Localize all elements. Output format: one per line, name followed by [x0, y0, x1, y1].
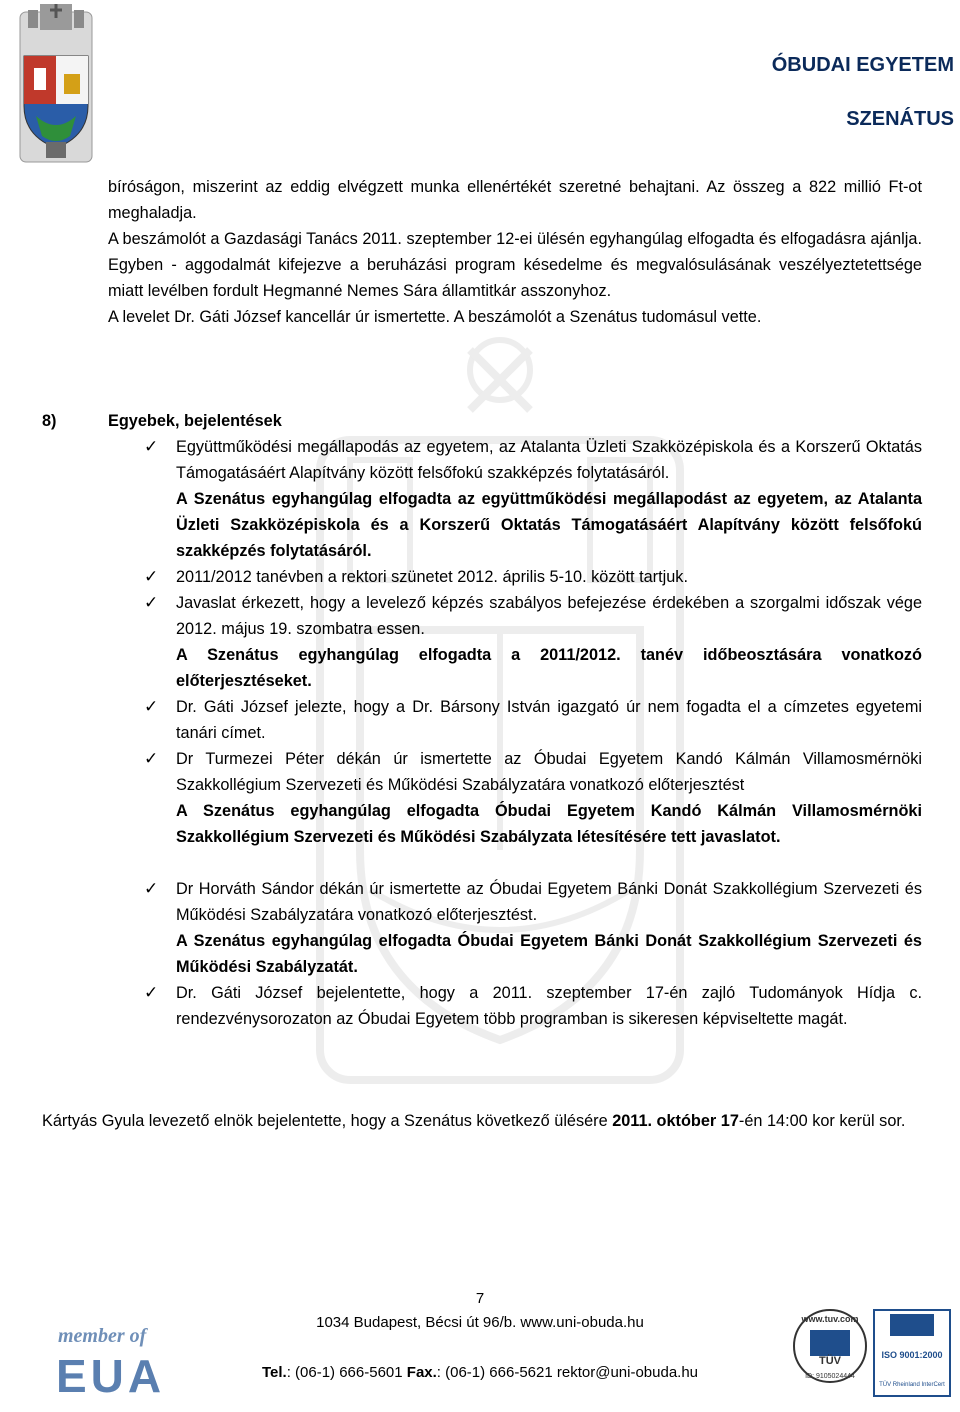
item-text: 2011/2012 tanévben a rektori szünetet 2012. április 5-10. között tartjuk.: [176, 568, 688, 586]
list-item: [176, 746, 922, 850]
tuv-badge-logo: [790, 1296, 870, 1398]
tuv-text: TÜV: [819, 1355, 841, 1367]
header-university-name: ÓBUDAI EGYETEM: [771, 54, 954, 76]
item-text: Dr Turmezei Péter dékán úr ismertette az Óbudai Egyetem Kandó Kálmán Villamosmérnöki Szakkollégium Szervezeti és Működési Szabályzatára vonatkozó előterjesztést: [176, 750, 922, 794]
university-crest-logo: [6, 4, 106, 170]
list-item: [176, 564, 922, 590]
closing-statement: [42, 1108, 922, 1134]
list-item: [176, 434, 922, 564]
item-text: Dr. Gáti József bejelentette, hogy a 2011. szeptember 17-én zajló Tudományok Hídja c. rendezvénysorozaton az Óbudai Egyetem több programban is sikeresen képviseltette magát.: [176, 984, 922, 1028]
item-decision: A Szenátus egyhangúlag elfogadta a 2011/2012. tanév időbeosztására vonatkozó előterjesztéseket.: [176, 646, 922, 690]
section-number: 8): [42, 412, 57, 430]
item-decision: A Szenátus egyhangúlag elfogadta az együttműködési megállapodást az egyetem, az Atalanta Üzleti Szakközépiskola és a Korszerű Oktatás Támogatásáért Alapítvány között felsőfokú szakképzés folytatásáról.: [176, 490, 922, 560]
checkmark-icon: ✓: [144, 437, 159, 456]
eua-text: EUA: [56, 1350, 166, 1398]
eua-member-logo: [52, 1318, 202, 1398]
header-senate-label: SZENÁTUS: [846, 108, 954, 130]
closing-text-start: Kártyás Gyula levezető elnök bejelentette, hogy a Szenátus következő ülésére: [42, 1112, 613, 1130]
item-text: Együttműködési megállapodás az egyetem, az Atalanta Üzleti Szakközépiskola és a Korszerű Oktatás Támogatásáért Alapítvány között felsőfokú szakképzés folytatásáról.: [176, 438, 922, 482]
intro-paragraph-3: A levelet Dr. Gáti József kancellár úr ismertette. A beszámolót a Szenátus tudomásul vette.: [108, 308, 762, 326]
eua-member-text: member of: [58, 1325, 147, 1347]
fax-value: : (06-1) 666-5621 rektor@uni-obuda.hu: [436, 1364, 699, 1381]
tuv-url-text: www.tuv.com: [801, 1314, 859, 1324]
item-text: Dr Horváth Sándor dékán úr ismertette az Óbudai Egyetem Bánki Donát Szakkollégium Szervezeti és Működési Szabályzatára vonatkozó előterjesztést.: [176, 880, 922, 924]
item-text: Dr. Gáti József jelezte, hogy a Dr. Bársony István igazgató úr nem fogadta el a címzetes egyetemi tanári címet.: [176, 698, 922, 742]
list-item: [176, 980, 922, 1032]
list-item: [176, 694, 922, 746]
checkmark-icon: ✓: [144, 593, 159, 612]
list-item: [176, 590, 922, 694]
checkmark-icon: ✓: [144, 697, 159, 716]
iso-text: ISO 9001:2000: [881, 1350, 943, 1360]
item-decision: A Szenátus egyhangúlag elfogadta Óbudai Egyetem Kandó Kálmán Villamosmérnöki Szakkollégium Szervezeti és Működési Szabályzata létesítésére tett javaslatot.: [176, 802, 922, 846]
item-decision: A Szenátus egyhangúlag elfogadta Óbudai Egyetem Bánki Donát Szakkollégium Szervezeti és Működési Szabályzatát.: [176, 932, 922, 976]
cert-label-text: TÜV Rheinland InterCert: [879, 1382, 945, 1388]
footer-address: 1034 Budapest, Bécsi út 96/b. www.uni-obuda.hu: [316, 1314, 644, 1331]
checkmark-icon: ✓: [144, 879, 159, 898]
tel-value: : (06-1) 666-5601: [286, 1364, 403, 1381]
iso-certificate-logo: [872, 1308, 952, 1398]
intro-paragraph-1: bíróságon, miszerint az eddig elvégzett munka ellenértékét szeretné behajtani. Az összeg a 822 millió Ft-ot meghaladja.: [108, 178, 922, 222]
checkmark-icon: ✓: [144, 983, 159, 1002]
section-title: Egyebek, bejelentések: [108, 412, 282, 430]
intro-paragraph-2: A beszámolót a Gazdasági Tanács 2011. szeptember 12-ei ülésén egyhangúlag elfogadta és elfogadásra ajánlja. Egyben - aggodalmát kifejezve a beruházási program késedelme és megvalósulásának veszélyeztetettsége miatt levélben fordult Hegmanné Nemes Sára államtitkár asszonyhoz.: [108, 230, 922, 300]
fax-label: Fax.: [406, 1364, 437, 1381]
tuv-id-text: ID: 9105024444: [805, 1373, 855, 1380]
list-item: [176, 876, 922, 980]
item-text: Javaslat érkezett, hogy a levelező képzés szabályos befejezése érdekében a szorgalmi időszak vége 2012. május 19. szombatra essen.: [176, 594, 922, 638]
intro-block: [108, 174, 922, 330]
checkmark-icon: ✓: [144, 749, 159, 768]
checkmark-icon: ✓: [144, 567, 159, 586]
page-number: 7: [475, 1290, 485, 1307]
closing-date: 2011. október 17: [612, 1112, 739, 1130]
closing-text-end: -én 14:00 kor kerül sor.: [738, 1112, 906, 1130]
tel-label: Tel.: [261, 1364, 287, 1381]
